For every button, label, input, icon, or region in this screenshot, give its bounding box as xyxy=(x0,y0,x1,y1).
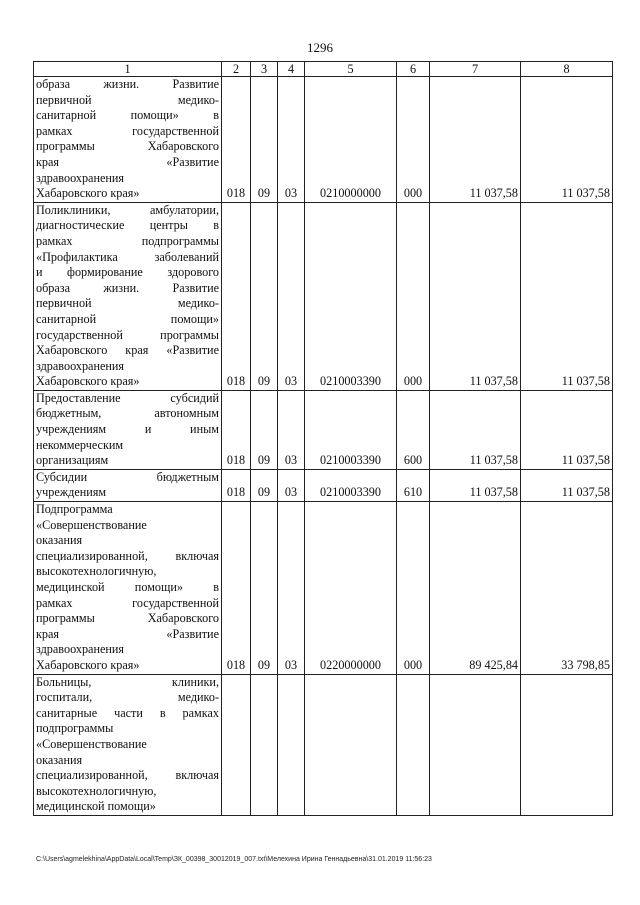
amount-year-2 xyxy=(521,674,613,815)
budget-table xyxy=(33,61,613,816)
description-line: здравоохранения xyxy=(36,170,125,185)
row-description xyxy=(34,469,222,501)
description-line: санитарные части в рамках xyxy=(36,705,219,720)
section-code xyxy=(251,674,278,815)
description-line: госпитали, медико- xyxy=(36,690,219,705)
description-line: высокотехнологичную, xyxy=(36,564,157,579)
subsection-code: 03 xyxy=(278,390,305,469)
description-line: организациям xyxy=(36,453,109,468)
file-path-footer: C:\Users\agmelekhina\AppData\Local\Temp\ЗК_00398_30012019_007.txt\Мелехина Ирина Геннадьевна\31.01.2019 11:56:23 xyxy=(36,856,432,863)
description-line: рамках подпрограммы xyxy=(36,233,219,248)
row-description xyxy=(34,390,222,469)
description-line: программы Хабаровского xyxy=(36,139,219,154)
description-line: медицинской помощи» в xyxy=(36,580,219,594)
section-code: 09 xyxy=(251,469,278,501)
col-header: 3 xyxy=(251,62,278,77)
expense-type-code: 000 xyxy=(397,202,430,390)
description-line: санитарной помощи» xyxy=(36,311,219,326)
amount-year-1: 11 037,58 xyxy=(430,469,521,501)
target-article-code: 0210000000 xyxy=(305,77,397,203)
section-code: 09 xyxy=(251,390,278,469)
row-description xyxy=(34,77,222,203)
row-description xyxy=(34,674,222,815)
description-line: Хабаровского края» xyxy=(36,186,140,201)
ministry-code: 018 xyxy=(222,390,251,469)
description-line: Предоставление субсидий xyxy=(36,390,219,405)
description-line: Субсидии бюджетным xyxy=(36,469,219,484)
description-line: оказания xyxy=(36,752,83,767)
description-line: и формирование здорового xyxy=(36,265,219,280)
description-line: оказания xyxy=(36,533,83,548)
amount-year-1: 11 037,58 xyxy=(430,390,521,469)
col-header: 7 xyxy=(430,62,521,77)
description-line: первичной медико- xyxy=(36,92,219,107)
subsection-code: 03 xyxy=(278,502,305,675)
description-line: образа жизни. Развитие xyxy=(36,77,219,91)
col-header: 5 xyxy=(305,62,397,77)
description-line: некоммерческим xyxy=(36,437,124,452)
target-article-code xyxy=(305,674,397,815)
target-article-code: 0210003390 xyxy=(305,390,397,469)
description-line: специализированной, включая xyxy=(36,768,219,783)
col-header: 6 xyxy=(397,62,430,77)
amount-year-2: 11 037,58 xyxy=(521,390,613,469)
section-code: 09 xyxy=(251,202,278,390)
ministry-code: 018 xyxy=(222,469,251,501)
section-code: 09 xyxy=(251,502,278,675)
amount-year-2: 33 798,85 xyxy=(521,502,613,675)
col-header: 4 xyxy=(278,62,305,77)
target-article-code: 0220000000 xyxy=(305,502,397,675)
amount-year-1: 89 425,84 xyxy=(430,502,521,675)
col-header: 8 xyxy=(521,62,613,77)
ministry-code: 018 xyxy=(222,77,251,203)
col-header: 1 xyxy=(34,62,222,77)
description-line: образа жизни. Развитие xyxy=(36,280,219,295)
description-line: государственной программы xyxy=(36,327,219,342)
description-line: Больницы, клиники, xyxy=(36,674,219,689)
expense-type-code xyxy=(397,674,430,815)
description-line: рамках государственной xyxy=(36,123,219,138)
description-line: здравоохранения xyxy=(36,642,125,657)
description-line: первичной медико- xyxy=(36,296,219,311)
table-row xyxy=(34,502,613,675)
row-description xyxy=(34,202,222,390)
amount-year-1 xyxy=(430,674,521,815)
page-number: 1296 xyxy=(307,40,333,55)
amount-year-1: 11 037,58 xyxy=(430,77,521,203)
description-line: диагностические центры в xyxy=(36,218,219,233)
description-line: края «Развитие xyxy=(36,626,219,641)
description-line: Поликлиники, амбулатории, xyxy=(36,202,219,217)
table-body xyxy=(34,77,613,816)
description-line: высокотехнологичную, xyxy=(36,783,157,798)
header-row xyxy=(34,62,613,77)
table-row xyxy=(34,77,613,203)
ministry-code: 018 xyxy=(222,202,251,390)
description-line: специализированной, включая xyxy=(36,548,219,563)
amount-year-2: 11 037,58 xyxy=(521,469,613,501)
amount-year-1: 11 037,58 xyxy=(430,202,521,390)
expense-type-code: 000 xyxy=(397,502,430,675)
description-line: подпрограммы xyxy=(36,721,114,736)
description-line: «Профилактика заболеваний xyxy=(36,249,219,264)
description-line: бюджетным, автономным xyxy=(36,406,219,421)
description-line: учреждениям и иным xyxy=(36,422,219,437)
description-line: учреждениям xyxy=(36,485,107,500)
description-line: санитарной помощи» в xyxy=(36,108,219,123)
target-article-code: 0210003390 xyxy=(305,202,397,390)
subsection-code: 03 xyxy=(278,469,305,501)
expense-type-code: 610 xyxy=(397,469,430,501)
amount-year-2: 11 037,58 xyxy=(521,77,613,203)
expense-type-code: 600 xyxy=(397,390,430,469)
description-line: программы Хабаровского xyxy=(36,611,219,626)
ministry-code xyxy=(222,674,251,815)
subsection-code xyxy=(278,674,305,815)
subsection-code: 03 xyxy=(278,77,305,203)
amount-year-2: 11 037,58 xyxy=(521,202,613,390)
description-line: Хабаровского края «Развитие xyxy=(36,343,219,358)
row-description xyxy=(34,502,222,675)
subsection-code: 03 xyxy=(278,202,305,390)
description-line: края «Развитие xyxy=(36,154,219,169)
description-line: «Совершенствование xyxy=(36,736,147,751)
description-line: здравоохранения xyxy=(36,358,125,373)
target-article-code: 0210003390 xyxy=(305,469,397,501)
description-line: Подпрограмма xyxy=(36,502,113,517)
description-line: «Совершенствование xyxy=(36,517,147,532)
col-header: 2 xyxy=(222,62,251,77)
ministry-code: 018 xyxy=(222,502,251,675)
description-line: Хабаровского края» xyxy=(36,374,140,389)
description-line: Хабаровского края» xyxy=(36,657,140,672)
table-row xyxy=(34,390,613,469)
table-row xyxy=(34,202,613,390)
table-row xyxy=(34,674,613,815)
description-line: медицинской помощи» xyxy=(36,799,156,814)
section-code: 09 xyxy=(251,77,278,203)
table-row xyxy=(34,469,613,501)
expense-type-code: 000 xyxy=(397,77,430,203)
description-line: рамках государственной xyxy=(36,595,219,610)
